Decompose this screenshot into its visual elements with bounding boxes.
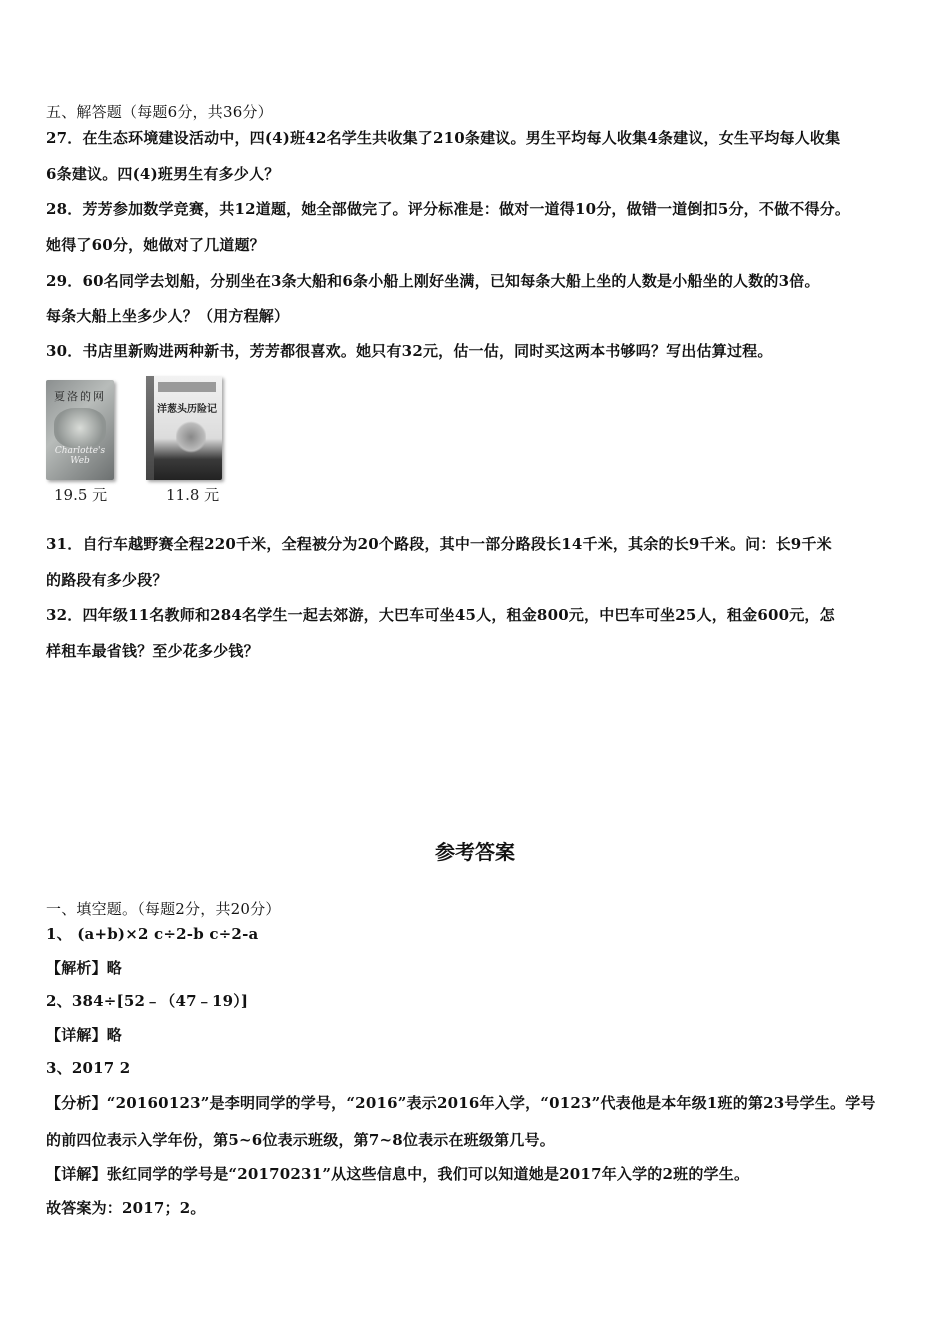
answer-1-note: 【解析】略 [46, 959, 123, 977]
question-28-line2: 她得了60分，她做对了几道题？ [46, 236, 265, 254]
answer-1: 1、 (a+b)×2 c÷2-b c÷2-a [46, 925, 259, 943]
book2-top-band [158, 382, 216, 392]
answer-3-final: 故答案为：2017；2。 [46, 1199, 206, 1217]
book-image-onion-adventure [146, 376, 222, 480]
question-28-line1: 28．芳芳参加数学竞赛，共12道题，她全部做完了。评分标准是：做对一道得10分，做错一道倒扣5分，不做不得分。 [46, 200, 851, 218]
book2-spine [146, 376, 154, 480]
book2-cover-title: 洋葱头历险记 [157, 404, 217, 415]
book2-cover-art [176, 420, 206, 454]
answer-2: 2、384÷[52﹣（47﹣19）] [46, 992, 249, 1010]
book1-cover-subtitle: Charlotte's Web [54, 446, 106, 466]
answers-section1-heading: 一、填空题。（每题2分，共20分） [46, 900, 281, 918]
book-image-charlottes-web [46, 380, 114, 480]
answer-3-analysis-line1: 【分析】“20160123”是李明同学的学号，“2016”表示2016年入学，“0123”代表他是本年级1班的第23号学生。学号 [46, 1094, 876, 1112]
answer-3-detail: 【详解】张红同学的学号是“20170231”从这些信息中，我们可以知道她是2017年入学的2班的学生。 [46, 1165, 750, 1183]
question-27-line1: 27．在生态环境建设活动中，四(4)班42名学生共收集了210条建议。男生平均每人收集4条建议，女生平均每人收集 [46, 129, 841, 147]
answer-2-note: 【详解】略 [46, 1026, 123, 1044]
answer-3-analysis-line2: 的前四位表示入学年份，第5~6位表示班级，第7~8位表示在班级第几号。 [46, 1131, 555, 1149]
question-30: 30．书店里新购进两种新书，芳芳都很喜欢。她只有32元，估一估，同时买这两本书够吗？写出估算过程。 [46, 342, 773, 360]
book1-price: 19.5 元 [54, 486, 108, 504]
question-27-line2: 6条建议。四(4)班男生有多少人？ [46, 165, 280, 183]
answer-3: 3、2017 2 [46, 1059, 131, 1077]
book2-price: 11.8 元 [166, 486, 220, 504]
question-29-line1: 29．60名同学去划船，分别坐在3条大船和6条小船上刚好坐满，已知每条大船上坐的人数是小船坐的人数的3倍。 [46, 272, 820, 290]
question-31-line2: 的路段有多少段？ [46, 571, 168, 589]
section5-heading: 五、解答题（每题6分，共36分） [46, 103, 273, 121]
question-32-line2: 样租车最省钱？至少花多少钱？ [46, 642, 259, 660]
book1-cover-title: 夏洛的网 [54, 390, 106, 403]
question-31-line1: 31．自行车越野赛全程220千米，全程被分为20个路段，其中一部分路段长14千米，其余的长9千米。问：长9千米 [46, 535, 832, 553]
book1-cover-art [54, 408, 106, 448]
question-32-line1: 32．四年级11名教师和284名学生一起去郊游，大巴车可坐45人，租金800元，中巴车可坐25人，租金600元，怎 [46, 606, 835, 624]
answers-title: 参考答案 [435, 840, 515, 864]
question-29-line2: 每条大船上坐多少人？（用方程解） [46, 307, 290, 325]
